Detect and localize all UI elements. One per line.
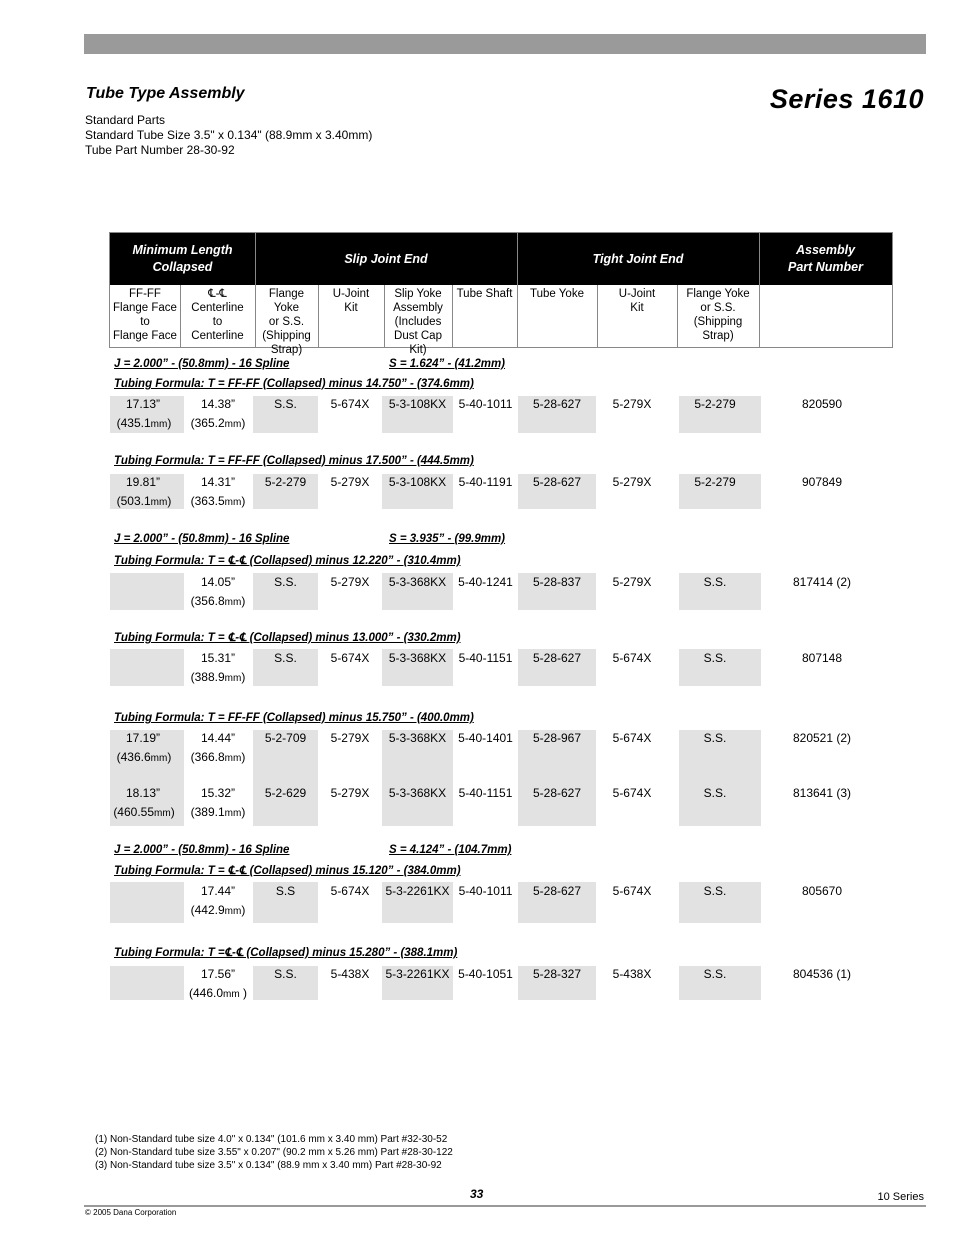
table-cell: S.S. [274, 967, 297, 981]
metric-close: ) [241, 670, 246, 684]
table-cell: S.S. [703, 575, 727, 589]
table-cell: 5-40-1011 [458, 884, 513, 898]
table-cell: 14.44” [200, 731, 236, 745]
col-ujoint-kit: U-Joint Kit [332, 288, 370, 314]
copyright: © 2005 Dana Corporation [85, 1208, 177, 1217]
table-cell: 5-3-368KX [388, 731, 447, 745]
table-cell: S.S. [274, 575, 297, 589]
table-cell: 5-28-627 [532, 786, 582, 800]
table-cell: 5-674X [330, 397, 370, 411]
table-cell: 5-28-627 [532, 475, 582, 489]
metric-value [104, 492, 184, 512]
table-cell: 5-40-1401 [458, 731, 513, 745]
top-bar [84, 34, 926, 54]
table-cell: 820590 [801, 397, 843, 411]
table-cell: 17.13” [125, 397, 161, 411]
table-cell: 5-28-837 [532, 575, 582, 589]
tubing-formula: Tubing Formula: T = ℄-℄ (Collapsed) minus 13.000” - (330.2mm) [114, 632, 461, 644]
series-title: Series 1610 [769, 84, 924, 114]
table-cell: S.S. [274, 651, 297, 665]
table-cell: 5-438X [330, 967, 370, 981]
shade-block [110, 649, 184, 686]
metric-value [180, 748, 256, 768]
table-cell: 5-674X [330, 884, 370, 898]
table-cell: 5-40-1051 [458, 967, 513, 981]
divider [597, 285, 598, 347]
metric-value [104, 414, 184, 434]
table-cell: 14.38” [200, 397, 236, 411]
table-cell: 15.32” [200, 786, 236, 800]
table-cell: 5-40-1151 [458, 786, 513, 800]
table-cell: 5-674X [612, 651, 652, 665]
metric-close: ) [241, 494, 246, 508]
table-cell: 5-2-279 [264, 475, 307, 489]
table-cell: 813641 (3) [792, 786, 852, 800]
table-cell: 5-28-967 [532, 731, 582, 745]
table-cell: 5-2-279 [694, 397, 736, 411]
tubing-formula: Tubing Formula: T = FF-FF (Collapsed) minus 15.750” - (400.0mm) [114, 712, 474, 724]
table-cell: 5-438X [612, 967, 652, 981]
col-ujoint-kit-2: U-Joint Kit [618, 288, 656, 314]
footnote: (3) Non-Standard tube size 3.5" x 0.134" (88.9 mm x 3.40 mm) Part #28-30-92 [95, 1160, 442, 1171]
table-cell: S.S. [703, 786, 727, 800]
metric-unit: mm [224, 497, 242, 508]
table-cell: 5-279X [612, 397, 652, 411]
footnote: (1) Non-Standard tube size 4.0" x 0.134" (101.6 mm x 3.40 mm) Part #32-30-52 [95, 1134, 448, 1145]
table-cell: 5-674X [612, 884, 652, 898]
metric-number: (365.2 [190, 416, 225, 430]
metric-value [180, 592, 256, 612]
metric-unit: mm [224, 753, 242, 764]
metric-unit: mm [224, 808, 242, 819]
metric-value [104, 748, 184, 768]
spline-spec: J = 2.000” - (50.8mm) - 16 Spline [114, 358, 290, 370]
table-cell: S.S. [703, 731, 727, 745]
metric-number: (446.0 [188, 986, 223, 1000]
table-cell: 807148 [801, 651, 843, 665]
metric-close: ) [241, 416, 246, 430]
group-min-length: Minimum Length Collapsed [110, 233, 255, 285]
table-cell: 5-2-709 [264, 731, 307, 745]
metric-value [180, 984, 256, 1004]
metric-unit: mm [224, 906, 242, 917]
table-cell: 5-40-1241 [458, 575, 513, 589]
footnotes [95, 1133, 453, 1172]
spline-s-value: S = 3.935” - (99.9mm) [389, 533, 506, 545]
metric-number: (503.1 [116, 494, 151, 508]
table-cell: S.S. [703, 967, 727, 981]
metric-number: (436.6 [116, 750, 151, 764]
table-cell: 5-28-327 [532, 967, 582, 981]
table-cell: 5-279X [612, 475, 652, 489]
table-cell: 5-674X [612, 731, 652, 745]
metric-close: ) [241, 903, 246, 917]
metric-number: (363.5 [190, 494, 225, 508]
tubing-formula: Tubing Formula: T =℄-℄ (Collapsed) minus 15.280” - (388.1mm) [114, 947, 458, 959]
metric-number: (366.8 [190, 750, 225, 764]
table-cell: 5-2-629 [264, 786, 307, 800]
metric-unit: mm [224, 597, 242, 608]
metric-number: (388.9 [190, 670, 225, 684]
metric-close: ) [170, 805, 175, 819]
divider [255, 233, 256, 347]
table-cell: 804536 (1) [792, 967, 852, 981]
group-assembly-pn: Assembly Part Number [759, 233, 892, 285]
intro-line: Standard Tube Size 3.5" x 0.134" (88.9mm x 3.40mm) [85, 128, 373, 142]
bottom-rule [84, 1205, 926, 1207]
intro-line: Standard Parts [85, 113, 166, 127]
table-cell: S.S. [274, 397, 297, 411]
spline-s-value: S = 1.624” - (41.2mm) [389, 358, 506, 370]
series-footer: 10 Series [877, 1191, 924, 1203]
tubing-formula: Tubing Formula: T = FF-FF (Collapsed) minus 17.500” - (444.5mm) [114, 455, 474, 467]
table-cell: 5-40-1011 [458, 397, 513, 411]
table-cell: 5-3-2261KX [385, 884, 450, 898]
metric-close: ) [167, 494, 172, 508]
shade-block [110, 573, 184, 610]
divider [517, 233, 518, 347]
metric-unit: mm [150, 419, 168, 430]
divider [452, 285, 453, 347]
group-slip-joint: Slip Joint End [255, 233, 517, 285]
table-cell: S.S [275, 884, 296, 898]
divider [759, 233, 760, 347]
metric-unit: mm [223, 989, 240, 1000]
metric-close: ) [241, 594, 246, 608]
table-cell: 5-3-368KX [388, 575, 447, 589]
metric-close: ) [167, 750, 172, 764]
metric-unit: mm [224, 673, 242, 684]
table-cell: S.S. [703, 884, 727, 898]
table-cell: 5-279X [612, 575, 652, 589]
metric-value [180, 668, 256, 688]
metric-number: (356.8 [190, 594, 225, 608]
col-slip-yoke: Slip Yoke Assembly (Includes Dust Cap Kit) [393, 288, 443, 356]
spline-spec: J = 2.000” - (50.8mm) - 16 Spline [114, 533, 290, 545]
metric-value [180, 803, 256, 823]
col-ff-ff: FF-FF Flange Face to Flange Face [113, 288, 177, 342]
table-cell: 5-674X [330, 651, 370, 665]
table-cell: 5-2-279 [694, 475, 736, 489]
table-cell: 5-279X [330, 786, 370, 800]
table-cell: 5-28-627 [532, 884, 582, 898]
divider [318, 285, 319, 347]
table-cell: 5-40-1191 [458, 475, 513, 489]
table-cell: 5-3-368KX [388, 651, 447, 665]
table-cell: 907849 [801, 475, 843, 489]
col-tube-yoke: Tube Yoke [530, 288, 584, 300]
divider [180, 285, 181, 347]
table-cell: 14.31” [200, 475, 236, 489]
table-cell: 5-28-627 [532, 651, 582, 665]
shade-block [110, 882, 184, 923]
metric-close: ) [241, 805, 246, 819]
table-cell: 5-3-2261KX [385, 967, 450, 981]
table-cell: 15.31” [200, 651, 236, 665]
metric-value [180, 901, 256, 921]
metric-close: ) [241, 750, 246, 764]
col-tube-shaft: Tube Shaft [456, 288, 513, 300]
table-cell: 18.13” [125, 786, 161, 800]
intro-text [85, 113, 372, 158]
table-cell: 5-279X [330, 731, 370, 745]
page-number: 33 [470, 1187, 484, 1201]
intro-line: Tube Part Number 28-30-92 [85, 143, 235, 157]
metric-value [180, 414, 256, 434]
col-cl-cl: ℄-℄ Centerline to Centerline [191, 288, 244, 342]
table-cell: 5-3-108KX [388, 397, 447, 411]
table-cell: S.S. [703, 651, 727, 665]
metric-unit: mm [224, 419, 242, 430]
spline-spec: J = 2.000” - (50.8mm) - 16 Spline [114, 844, 290, 856]
table-cell: 19.81” [125, 475, 161, 489]
table-cell: 5-674X [612, 786, 652, 800]
table-cell: 5-3-108KX [388, 475, 447, 489]
table-header [109, 232, 893, 356]
table-cell: 17.19” [125, 731, 161, 745]
table-cell: 817414 (2) [792, 575, 852, 589]
table-cell: 5-3-368KX [388, 786, 447, 800]
table-cell: 5-279X [330, 475, 370, 489]
spline-s-value: S = 4.124” - (104.7mm) [389, 844, 512, 856]
metric-value [104, 803, 184, 823]
metric-value [180, 492, 256, 512]
table-cell: 805670 [801, 884, 843, 898]
metric-number: (460.55 [113, 805, 155, 819]
tubing-formula: Tubing Formula: T = ℄-℄ (Collapsed) minus 12.220” - (310.4mm) [114, 555, 461, 567]
metric-number: (442.9 [190, 903, 225, 917]
table-cell: 5-279X [330, 575, 370, 589]
col-flange-yoke: Flange Yoke or S.S. (Shipping Strap) [262, 288, 311, 356]
table-cell: 5-40-1151 [458, 651, 513, 665]
table-cell: 14.05” [200, 575, 236, 589]
table-cell: 820521 (2) [792, 731, 852, 745]
metric-close: ) [167, 416, 172, 430]
group-tight-joint: Tight Joint End [517, 233, 759, 285]
table-cell: 17.44” [200, 884, 236, 898]
col-flange-yoke-2: Flange Yoke or S.S. (Shipping Strap) [686, 288, 750, 342]
divider [677, 285, 678, 347]
metric-unit: mm [154, 808, 171, 819]
divider [384, 285, 385, 347]
metric-unit: mm [150, 753, 168, 764]
tubing-formula: Tubing Formula: T = FF-FF (Collapsed) minus 14.750” - (374.6mm) [114, 378, 474, 390]
section-title: Tube Type Assembly [86, 85, 245, 102]
metric-number: (389.1 [190, 805, 225, 819]
metric-close: ) [239, 986, 248, 1000]
shade-block [110, 966, 184, 1000]
table-cell: 5-28-627 [532, 397, 582, 411]
tubing-formula: Tubing Formula: T = ℄-℄ (Collapsed) minus 15.120” - (384.0mm) [114, 865, 461, 877]
table-cell: 17.56” [200, 967, 236, 981]
metric-number: (435.1 [116, 416, 151, 430]
footnote: (2) Non-Standard tube size 3.55" x 0.207" (90.2 mm x 5.26 mm) Part #28-30-122 [95, 1147, 453, 1158]
metric-unit: mm [150, 497, 168, 508]
